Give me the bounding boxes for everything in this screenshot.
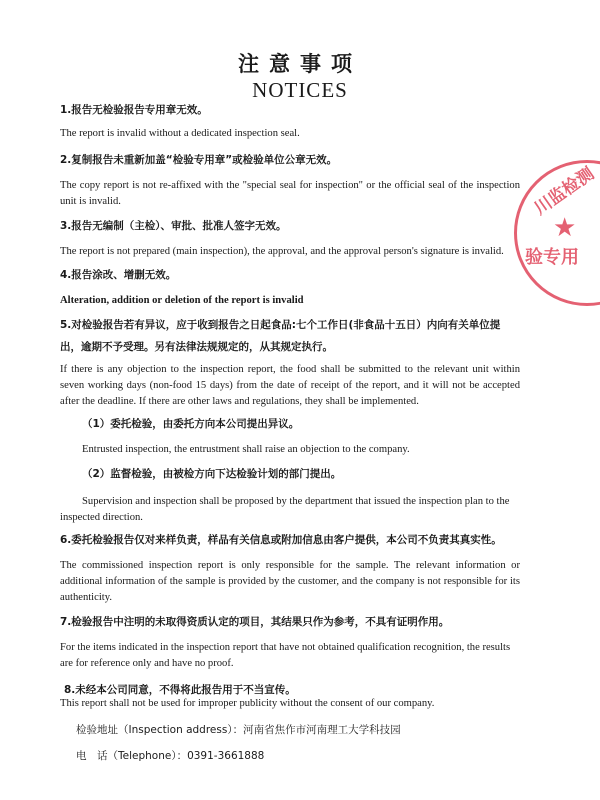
notice-1-en: The report is invalid without a dedicated inspection seal. xyxy=(60,128,300,139)
notice-4-en: Alteration, addition or deletion of the report is invalid xyxy=(60,295,304,306)
inspection-seal xyxy=(514,160,600,306)
notice-4-cn: 4.报告涂改、增删无效。 xyxy=(60,269,177,281)
seal-top-text: 川监检测 xyxy=(530,163,599,220)
star-icon: ★ xyxy=(553,213,577,243)
notice-3-cn: 3.报告无编制（主检）、审批、批准人签字无效。 xyxy=(60,220,287,232)
notice-5-cn: 5.对检验报告若有异议，应于收到报告之日起食品:七个工作日(非食品十五日）内向有关单位提出，逾期不予受理。另有法律法规规定的，从其规定执行。 xyxy=(60,319,501,353)
telephone: 电 话（Telephone）：0391-3661888 xyxy=(76,750,265,762)
notice-8-en: This report shall not be used for improper publicity without the consent of our company. xyxy=(60,698,435,709)
notice-5a-cn: （1）委托检验，由委托方向本公司提出异议。 xyxy=(82,418,300,430)
notice-2-cn: 2.复制报告未重新加盖“检验专用章”或检验单位公章无效。 xyxy=(60,154,338,166)
notice-5b-en: Supervision and inspection shall be proposed by the department that issued the inspection plan to the inspected direction. xyxy=(60,496,510,523)
title-english: NOTICES xyxy=(252,78,348,102)
notice-5-en: If there is any objection to the inspection report, the food shall be submitted to the relevant unit within seven working days (non-food 15 days) from the date of receipt of the report, and it will not be accepted after the deadline. If there are other laws and regulations, they shall be implemented. xyxy=(60,364,520,407)
notice-2-en: The copy report is not re-affixed with the "special seal for inspection" or the official seal of the inspection unit is invalid. xyxy=(60,180,520,207)
notice-8-cn: 8.未经本公司同意，不得将此报告用于不当宣传。 xyxy=(64,684,296,696)
notice-7-cn: 7.检验报告中注明的未取得资质认定的项目，其结果只作为参考，不具有证明作用。 xyxy=(60,616,450,628)
title-chinese: 注意事项 xyxy=(238,52,362,76)
notice-1-cn: 1.报告无检验报告专用章无效。 xyxy=(60,104,208,116)
notice-6-en: The commissioned inspection report is only responsible for the sample. The relevant information or additional information of the sample is provided by the customer, and the company is not responsible for its authenticity. xyxy=(60,560,520,603)
inspection-address: 检验地址（Inspection address）：河南省焦作市河南理工大学科技园 xyxy=(76,724,401,736)
notice-7-en: For the items indicated in the inspection report that have not obtained qualification recognition, the results are for reference only and have no proof. xyxy=(60,642,511,669)
seal-bottom-text: 验专用 xyxy=(525,247,579,268)
notice-3-en: The report is not prepared (main inspection), the approval, and the approval person's signature is invalid. xyxy=(60,246,504,257)
notice-6-cn: 6.委托检验报告仅对来样负责，样品有关信息或附加信息由客户提供，本公司不负责其真实性。 xyxy=(60,534,502,546)
notice-5a-en: Entrusted inspection, the entrustment shall raise an objection to the company. xyxy=(82,444,410,455)
notice-5b-cn: （2）监督检验，由被检方向下达检验计划的部门提出。 xyxy=(82,468,342,480)
